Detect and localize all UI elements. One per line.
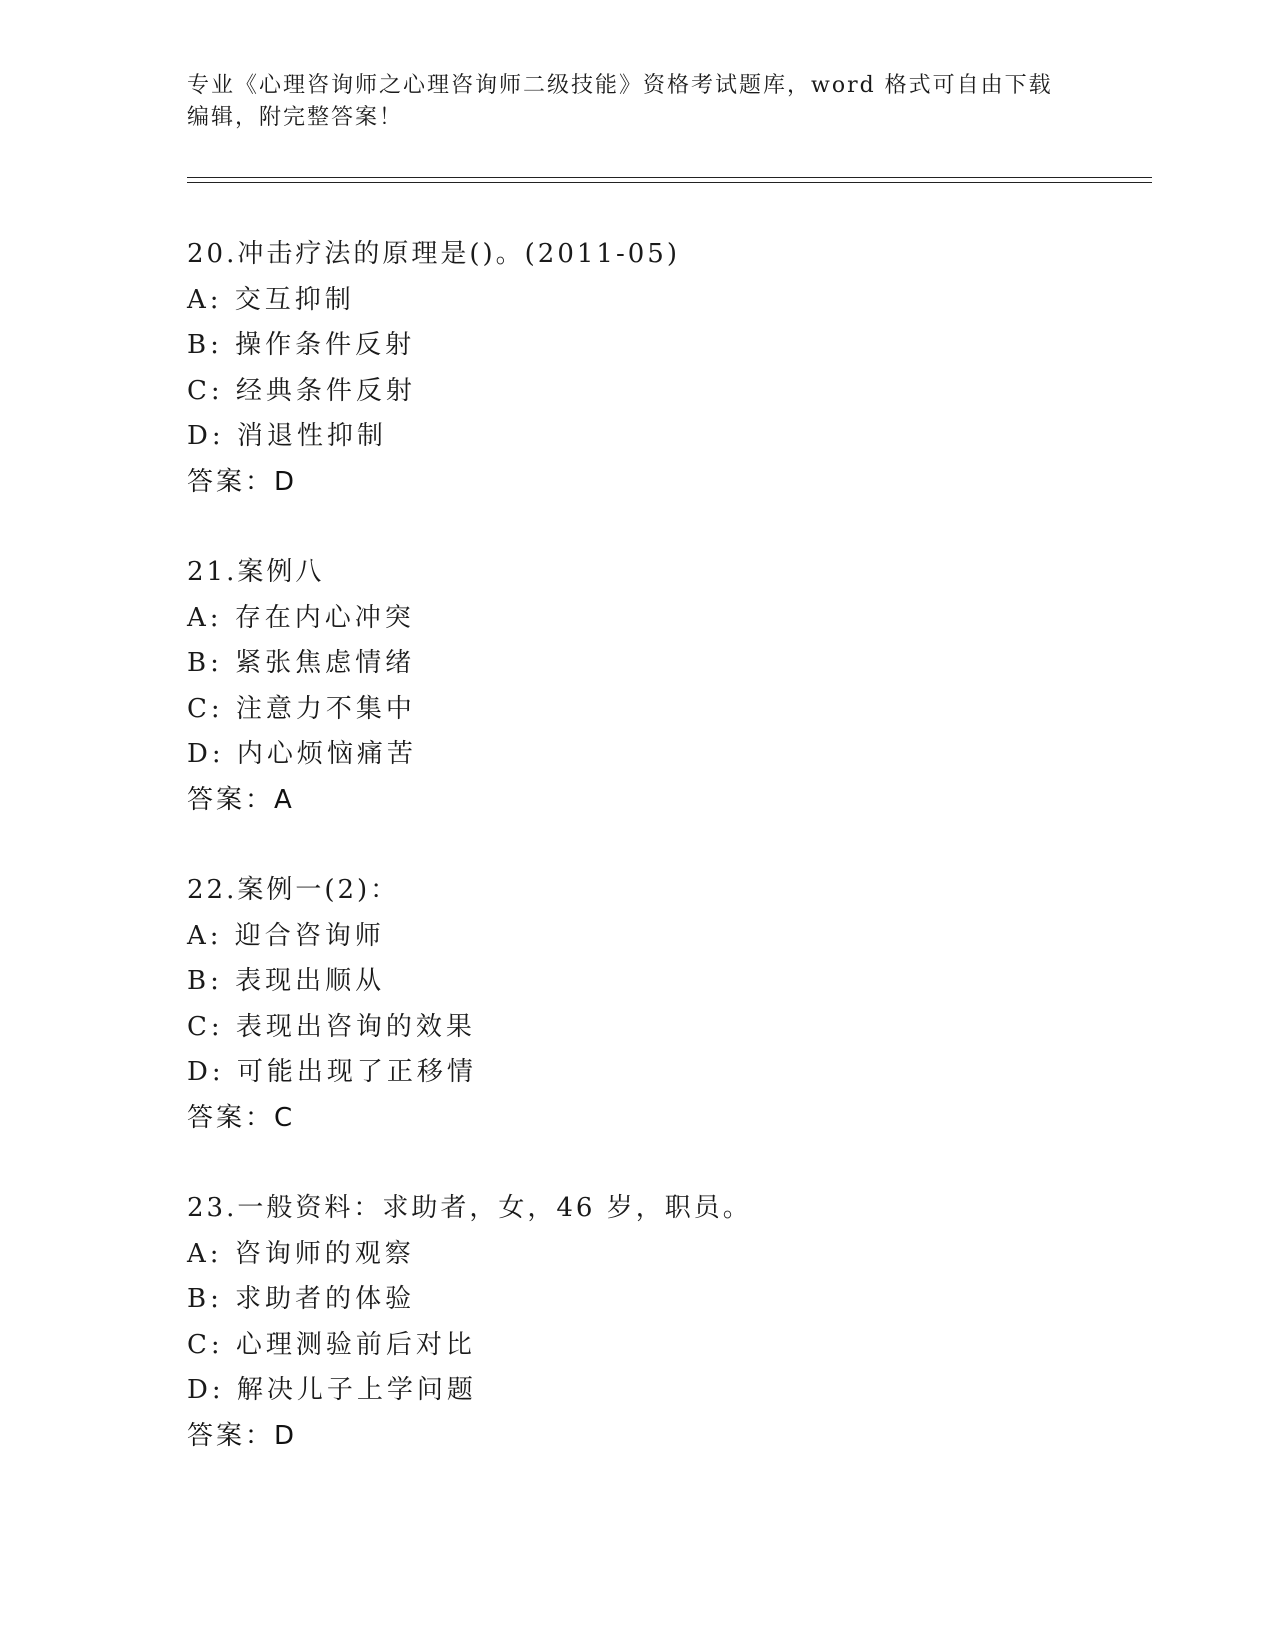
answer-line: 答案：C <box>187 1102 296 1133</box>
option-c: C: 表现出咨询的效果 <box>187 1011 476 1042</box>
question-title: 20.冲击疗法的原理是()。(2011-05) <box>187 239 680 269</box>
question-title: 21.案例八 <box>187 557 325 587</box>
option-a: A: 存在内心冲突 <box>187 602 415 633</box>
option-d: D: 可能出现了正移情 <box>187 1057 477 1087</box>
question-22 <box>187 868 1147 1141</box>
option-c: C: 心理测验前后对比 <box>187 1329 476 1360</box>
option-a: A: 迎合咨询师 <box>187 920 385 951</box>
option-c: C: 注意力不集中 <box>187 693 416 724</box>
option-b: B: 表现出顺从 <box>187 966 386 996</box>
question-23 <box>187 1186 1147 1459</box>
header-line-2: 编辑，附完整答案！ <box>187 105 404 130</box>
question-21 <box>187 550 1147 823</box>
option-d: D: 解决儿子上学问题 <box>187 1375 477 1405</box>
option-c: C: 经典条件反射 <box>187 375 416 406</box>
question-title: 22.案例一(2)： <box>187 875 400 905</box>
question-20 <box>187 232 1147 505</box>
option-d: D: 消退性抑制 <box>187 421 387 451</box>
option-b: B: 求助者的体验 <box>187 1284 416 1314</box>
header-divider-top <box>187 177 1152 178</box>
header-divider-bottom <box>187 182 1152 183</box>
option-b: B: 操作条件反射 <box>187 330 416 360</box>
answer-line: 答案：A <box>187 784 295 815</box>
header-line-1: 专业《心理咨询师之心理咨询师二级技能》资格考试题库，word 格式可自由下载 <box>187 73 1053 98</box>
option-a: A: 交互抑制 <box>187 284 355 315</box>
option-b: B: 紧张焦虑情绪 <box>187 648 416 678</box>
question-title: 23.一般资料：求助者，女，46 岁，职员。 <box>187 1193 752 1223</box>
option-d: D: 内心烦恼痛苦 <box>187 739 417 769</box>
answer-line: 答案：D <box>187 466 298 497</box>
document-header <box>187 70 1087 134</box>
option-a: A: 咨询师的观察 <box>187 1238 415 1269</box>
answer-line: 答案：D <box>187 1420 298 1451</box>
